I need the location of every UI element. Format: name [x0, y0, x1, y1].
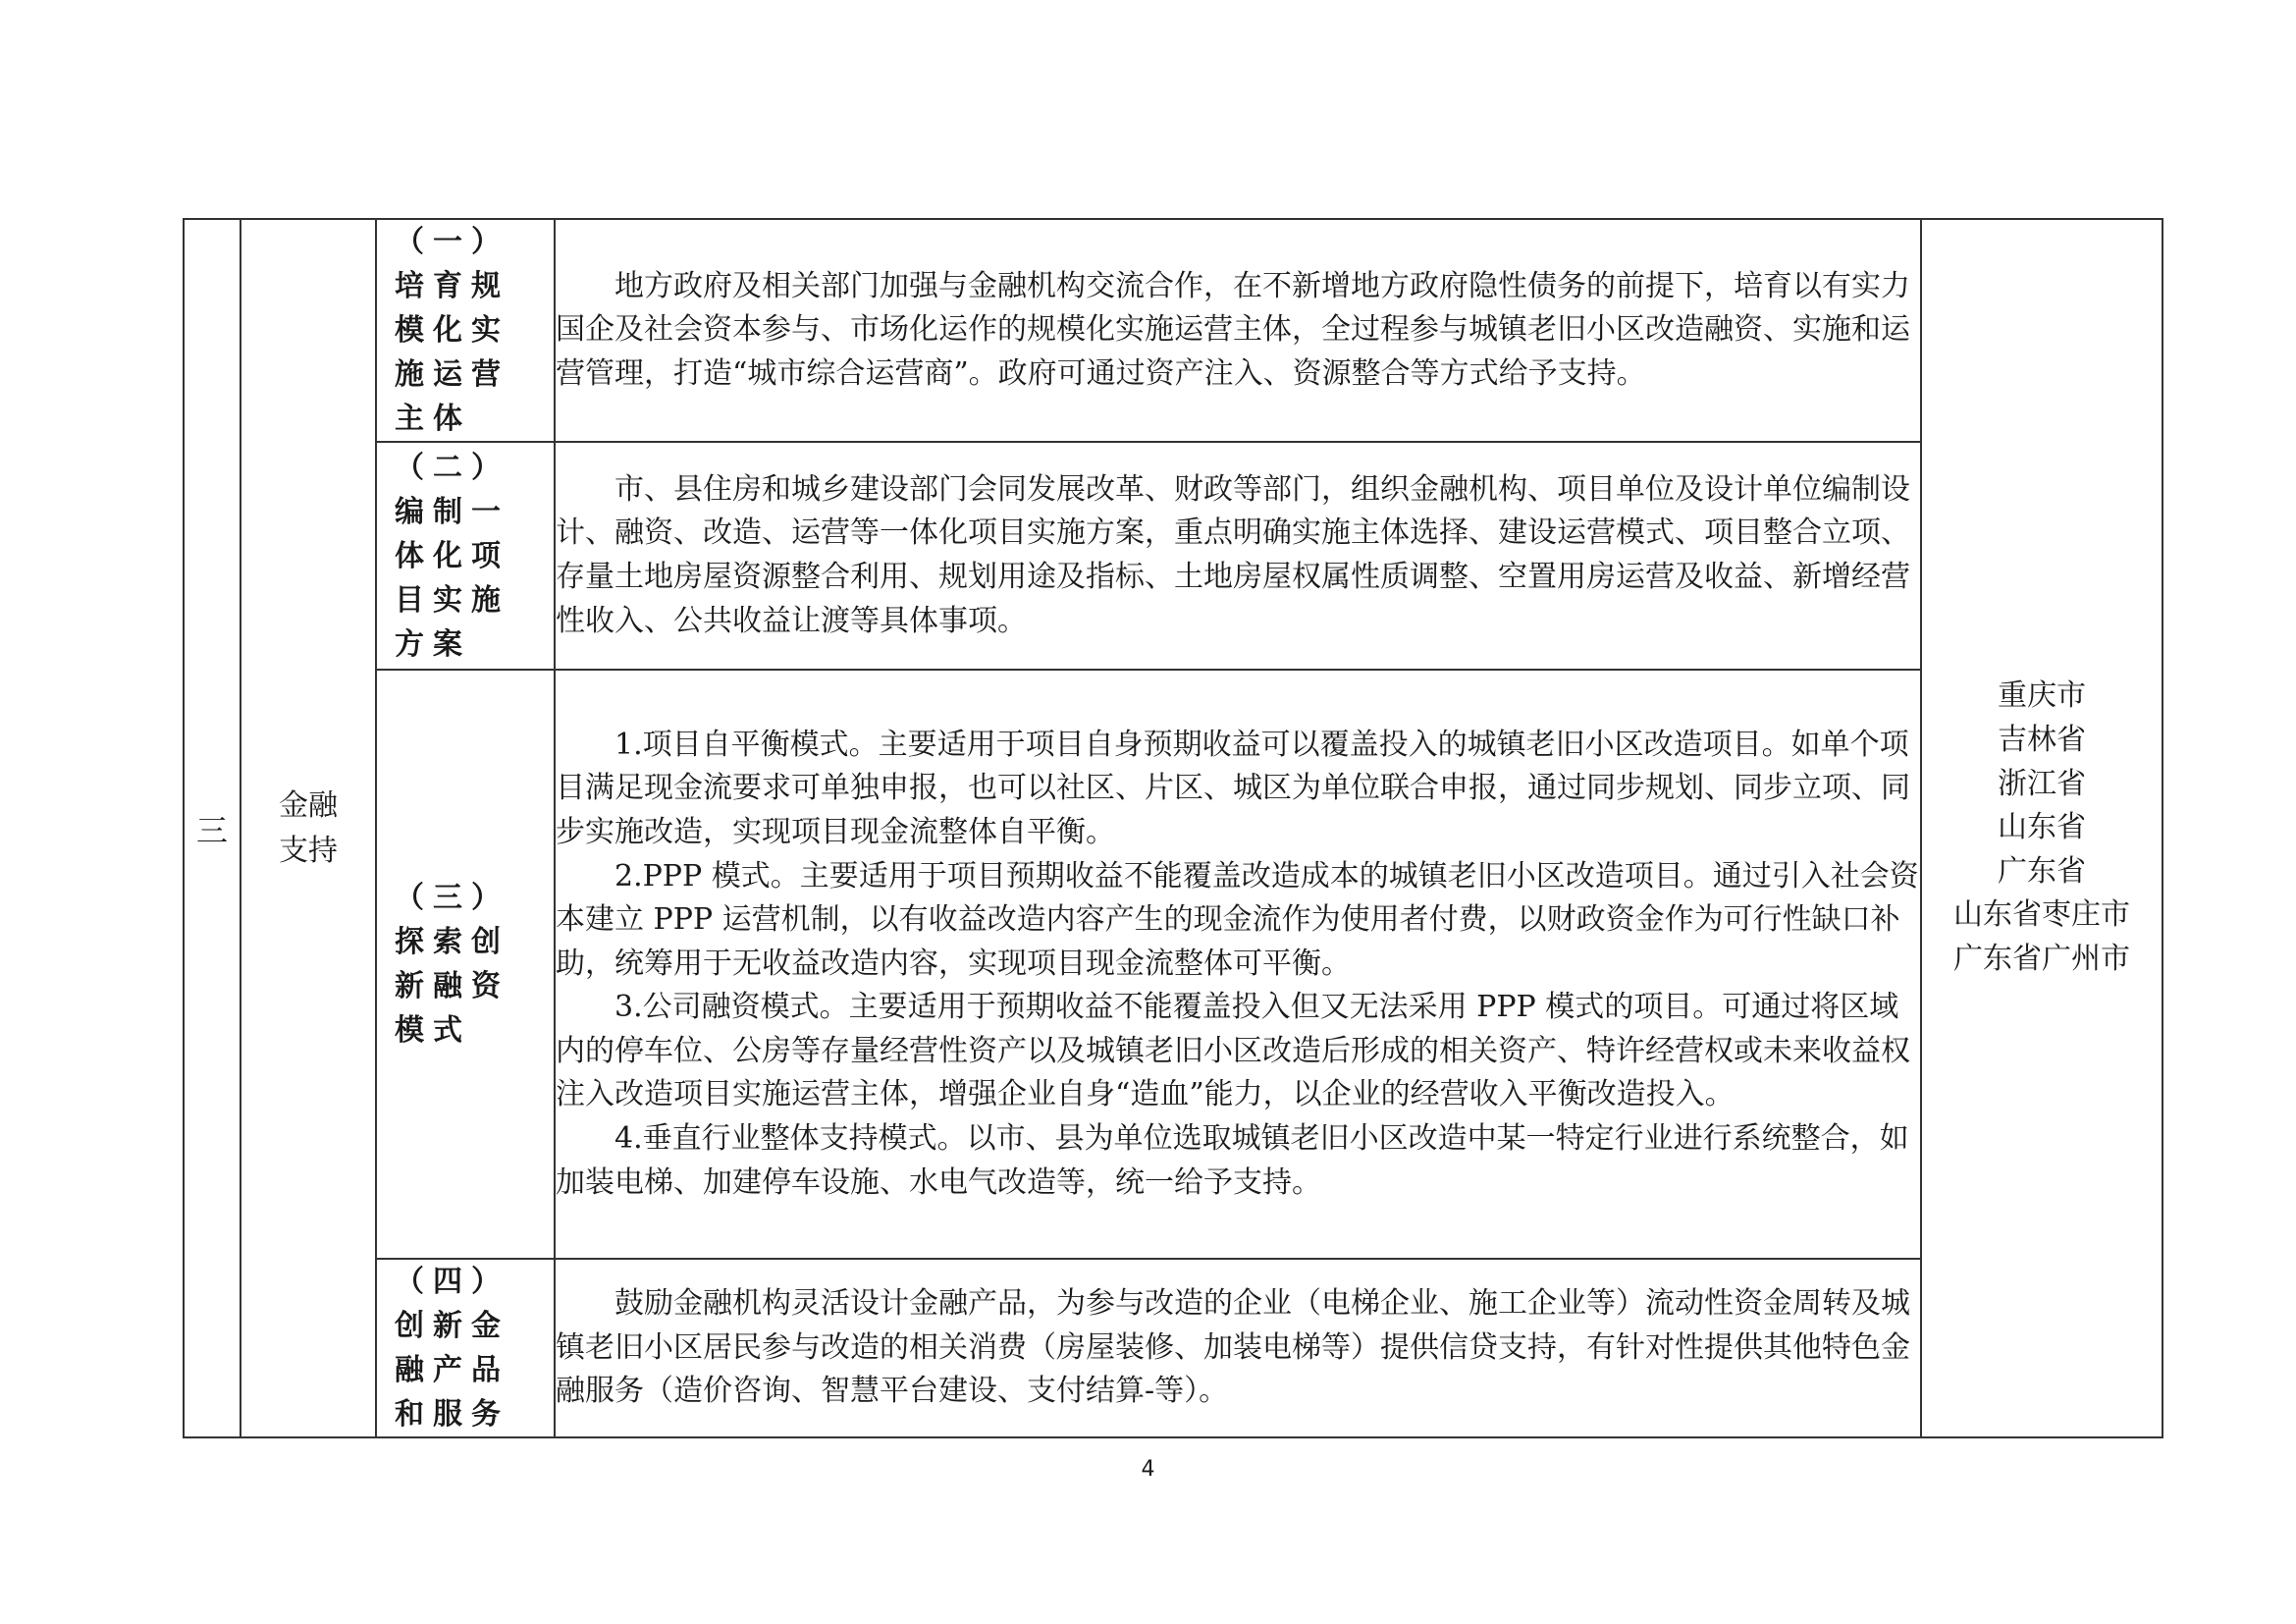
- row-title: [376, 670, 555, 1259]
- row-content: [555, 219, 1921, 442]
- provinces-cell: [1921, 219, 2163, 1437]
- province-item: 吉林省: [1998, 723, 2086, 758]
- content-paragraph: 1.项目自平衡模式。主要适用于项目自身预期收益可以覆盖投入的城镇老旧小区改造项目。如单个项目满足现金流要求可单独申报，也可以社区、片区、城区为单位联合申报，通过同步规划、同步立项、同步实施改造，实现项目现金流整体自平衡。: [556, 727, 1910, 849]
- province-item: 山东省: [1998, 810, 2086, 845]
- row-content: [555, 1259, 1921, 1437]
- table-row: [184, 1259, 2163, 1437]
- row-title: [376, 219, 555, 442]
- province-item: 山东省枣庄市: [1953, 897, 2130, 933]
- row-title-text: （四）创新金融产品和服务: [395, 1265, 509, 1432]
- section-number-text: 三: [195, 811, 228, 849]
- row-content: [555, 670, 1921, 1259]
- page-number: 4: [1141, 1457, 1155, 1482]
- province-item: 广东省: [1998, 853, 2086, 889]
- category-line-2: 支持: [279, 833, 338, 868]
- section-category: [240, 219, 376, 1437]
- section-number: [184, 219, 240, 1437]
- content-paragraph: 2.PPP 模式。主要适用于项目预期收益不能覆盖改造成本的城镇老旧小区改造项目。通过引入社会资本建立 PPP 运营机制，以有收益改造内容产生的现金流作为使用者付费，以财政资金作为可行性缺口补助，统筹用于无收益改造内容，实现项目现金流整体可平衡。: [556, 858, 1919, 981]
- table-row: [184, 670, 2163, 1259]
- content-paragraph: 3.公司融资模式。主要适用于预期收益不能覆盖投入但又无法采用 PPP 模式的项目。可通过将区域内的停车位、公房等存量经营性资产以及城镇老旧小区改造后形成的相关资产、特许经营权或未来收益权注入改造项目实施运营主体，增强企业自身“造血”能力，以企业的经营收入平衡改造投入。: [556, 990, 1910, 1112]
- content-paragraph: 地方政府及相关部门加强与金融机构交流合作，在不新增地方政府隐性债务的前提下，培育以有实力国企及社会资本参与、市场化运作的规模化实施运营主体，全过程参与城镇老旧小区改造融资、实施和运营管理，打造“城市综合运营商”。政府可通过资产注入、资源整合等方式给予支持。: [556, 268, 1910, 391]
- row-title: [376, 442, 555, 670]
- content-paragraph: 鼓励金融机构灵活设计金融产品，为参与改造的企业（电梯企业、施工企业等）流动性资金周转及城镇老旧小区居民参与改造的相关消费（房屋装修、加装电梯等）提供信贷支持，有针对性提供其他特色金融服务（造价咨询、智慧平台建设、支付结算-等）。: [556, 1286, 1910, 1409]
- row-title-text: （一）培育规模化实施运营主体: [395, 225, 509, 436]
- province-item: 广东省广州市: [1953, 941, 2130, 976]
- policy-table: [183, 218, 2163, 1438]
- province-item: 重庆市: [1998, 678, 2086, 714]
- row-content: [555, 442, 1921, 670]
- row-title-text: （三）探索创新融资模式: [395, 881, 509, 1048]
- table-row: [184, 219, 2163, 442]
- province-item: 浙江省: [1998, 766, 2086, 801]
- province-list: [1922, 675, 2162, 981]
- table-row: [184, 442, 2163, 670]
- row-title-text: （二）编制一体化项目实施方案: [395, 450, 509, 662]
- content-paragraph: 4.垂直行业整体支持模式。以市、县为单位选取城镇老旧小区改造中某一特定行业进行系统整合，如加装电梯、加建停车设施、水电气改造等，统一给予支持。: [556, 1121, 1909, 1200]
- row-title: [376, 1259, 555, 1437]
- content-paragraph: 市、县住房和城乡建设部门会同发展改革、财政等部门，组织金融机构、项目单位及设计单位编制设计、融资、改造、运营等一体化项目实施方案，重点明确实施主体选择、建设运营模式、项目整合立项、存量土地房屋资源整合利用、规划用途及指标、土地房屋权属性质调整、空置用房运营及收益、新增经营性收入、公共收益让渡等具体事项。: [556, 471, 1910, 638]
- category-line-1: 金融: [279, 787, 338, 823]
